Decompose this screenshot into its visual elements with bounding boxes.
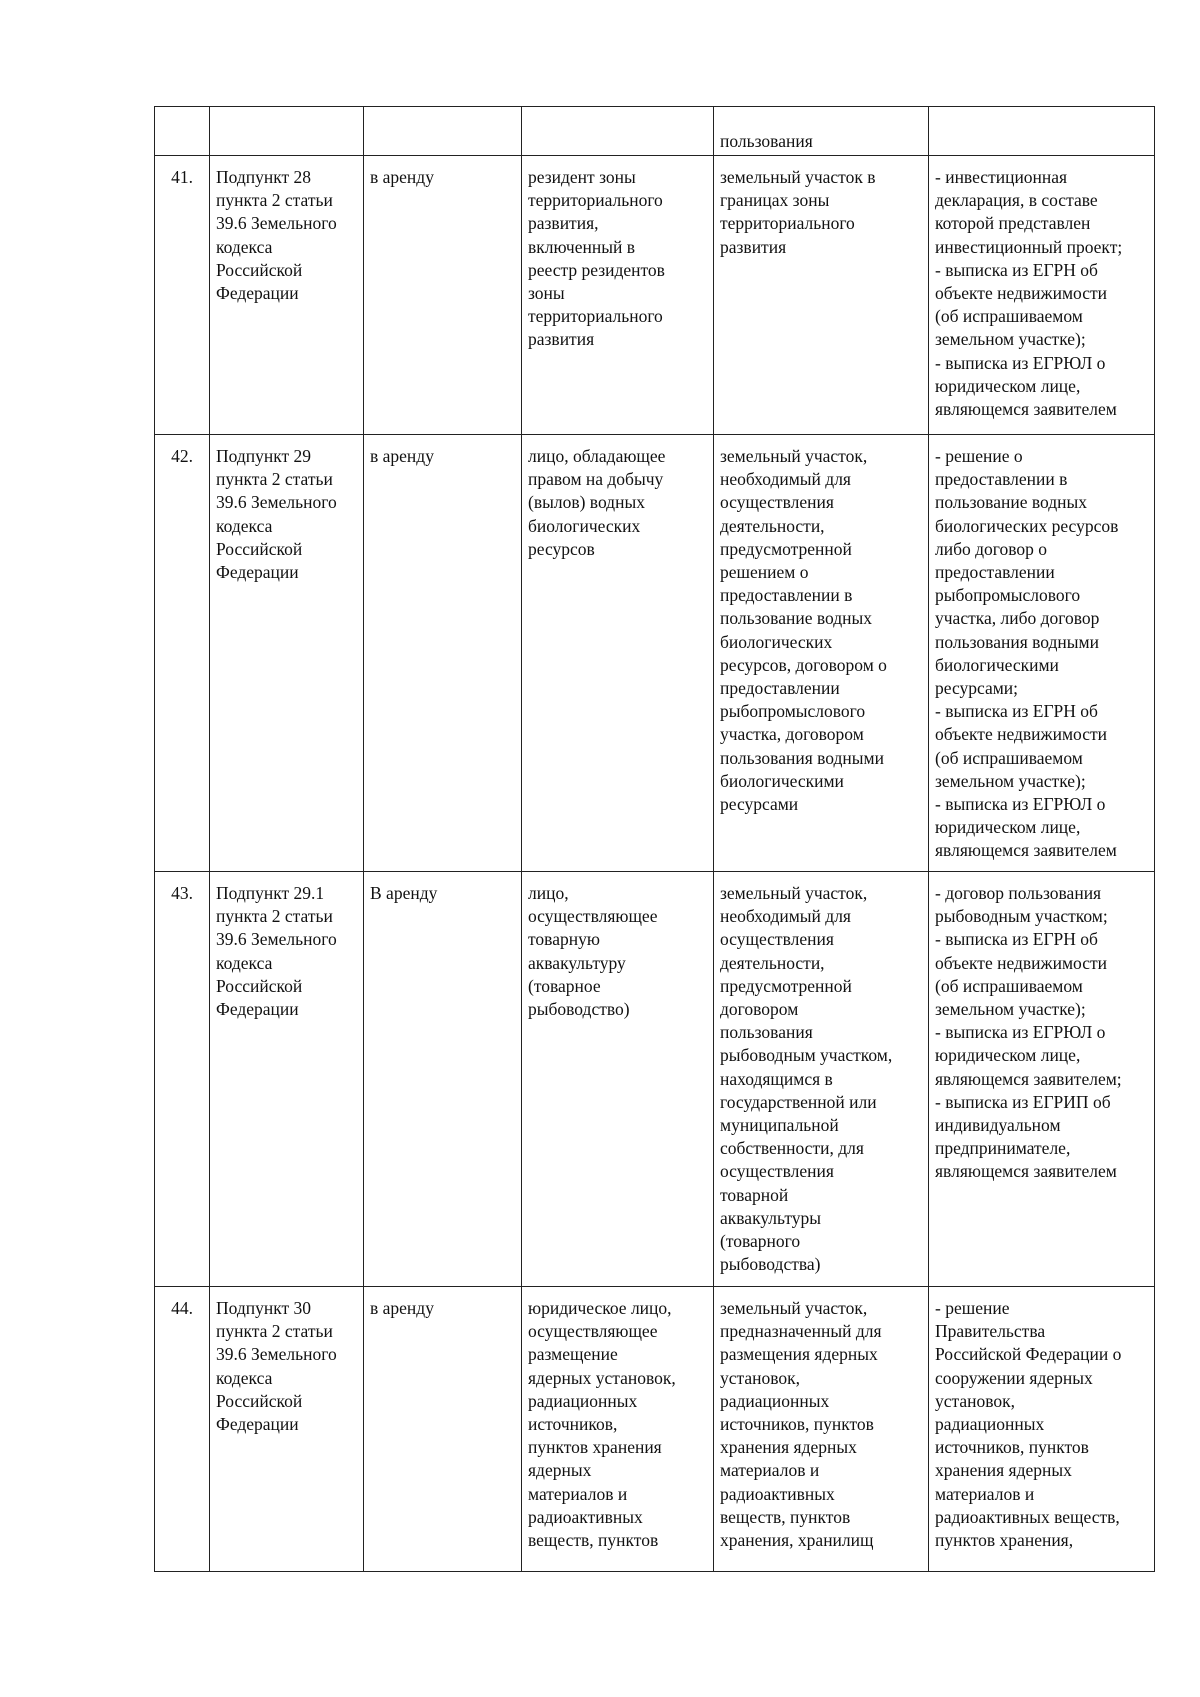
cell-documents bbox=[929, 435, 1155, 872]
cell-documents bbox=[929, 872, 1155, 1287]
cell-applicant bbox=[522, 872, 714, 1287]
basis-text: Подпункт 29.1 пункта 2 статьи 39.6 Земельного кодекса Российской Федерации bbox=[216, 883, 337, 1020]
basis-text: Подпункт 30 пункта 2 статьи 39.6 Земельного кодекса Российской Федерации bbox=[216, 1298, 337, 1435]
cell-basis bbox=[210, 156, 364, 435]
cell-applicant bbox=[522, 107, 714, 156]
cell-land-plot bbox=[714, 156, 929, 435]
table-row-continuation bbox=[155, 107, 1155, 156]
cell-basis bbox=[210, 107, 364, 156]
continuation-text: пользования bbox=[720, 130, 813, 151]
right-type-text: в аренду bbox=[370, 446, 434, 466]
cell-basis bbox=[210, 435, 364, 872]
documents-text: - решение о предоставлении в пользование водных биологических ресурсов либо договор о предоставлении рыбопромыслового участка, либо договор пользования водными биологическими ресурсами; - выписка из ЕГРН об объекте недвижимости (об испрашиваемом земельном участке); - выписка из ЕГРЮЛ о юридическом лице, являющемся заявителем bbox=[935, 446, 1119, 861]
land-plot-text: земельный участок, необходимый для осуществления деятельности, предусмотренной решением о предоставлении в пользование водных биологических ресурсов, договором о предоставлении рыбопромыслового участка, договором пользования водными биологическими ресурсами bbox=[720, 446, 887, 815]
cell-right-type bbox=[364, 435, 522, 872]
cell-num bbox=[155, 107, 210, 156]
table-row bbox=[155, 1287, 1155, 1572]
cell-documents bbox=[929, 107, 1155, 156]
applicant-text: лицо, осуществляющее товарную аквакультуру (товарное рыбоводство) bbox=[528, 883, 658, 1020]
land-plot-text: земельный участок, предназначенный для размещения ядерных установок, радиационных источников, пунктов хранения ядерных материалов и радиоактивных веществ, пунктов хранения, хранилищ bbox=[720, 1298, 882, 1551]
table-row bbox=[155, 435, 1155, 872]
cell-documents bbox=[929, 156, 1155, 435]
cell-right-type bbox=[364, 872, 522, 1287]
documents-text: - договор пользования рыбоводным участком; - выписка из ЕГРН об объекте недвижимости (об испрашиваемом земельном участке); - выписка из ЕГРЮЛ о юридическом лице, являющемся заявителем; - выписка из ЕГРИП об индивидуальном предпринимателе, являющемся заявителем bbox=[935, 883, 1122, 1182]
cell-documents bbox=[929, 1287, 1155, 1572]
cell-right-type bbox=[364, 107, 522, 156]
basis-text: Подпункт 28 пункта 2 статьи 39.6 Земельного кодекса Российской Федерации bbox=[216, 167, 337, 304]
row-number-text: 42. bbox=[171, 446, 193, 466]
applicant-text: лицо, обладающее правом на добычу (вылов) водных биологических ресурсов bbox=[528, 446, 666, 559]
row-number-text: 43. bbox=[171, 883, 193, 903]
documents-text: - решение Правительства Российской Федерации о сооружении ядерных установок, радиационных источников, пунктов хранения ядерных материалов и радиоактивных веществ, пунктов хранения, bbox=[935, 1298, 1122, 1551]
cell-basis bbox=[210, 872, 364, 1287]
right-type-text: в аренду bbox=[370, 167, 434, 187]
table-row bbox=[155, 156, 1155, 435]
cell-basis bbox=[210, 1287, 364, 1572]
cell-applicant bbox=[522, 1287, 714, 1572]
cell-applicant bbox=[522, 156, 714, 435]
row-number bbox=[155, 156, 210, 435]
documents-text: - инвестиционная декларация, в составе которой представлен инвестиционный проект; - выписка из ЕГРН об объекте недвижимости (об испрашиваемом земельном участке); - выписка из ЕГРЮЛ о юридическом лице, являющемся заявителем bbox=[935, 167, 1123, 420]
land-plot-text: земельный участок в границах зоны территориального развития bbox=[720, 167, 876, 257]
row-number-text: 44. bbox=[171, 1298, 193, 1318]
table-row bbox=[155, 872, 1155, 1287]
cell-land-plot bbox=[714, 1287, 929, 1572]
row-number bbox=[155, 1287, 210, 1572]
cell-right-type bbox=[364, 1287, 522, 1572]
applicant-text: юридическое лицо, осуществляющее размещение ядерных установок, радиационных источников, пунктов хранения ядерных материалов и радиоактивных веществ, пунктов bbox=[528, 1298, 676, 1551]
land-plot-text: земельный участок, необходимый для осуществления деятельности, предусмотренной договором пользования рыбоводным участком, находящимся в государственной или муниципальной собственности, для осуществления товарной аквакультуры (товарного рыбоводства) bbox=[720, 883, 893, 1275]
cell-right-type bbox=[364, 156, 522, 435]
cell-applicant bbox=[522, 435, 714, 872]
cell-land-plot bbox=[714, 872, 929, 1287]
applicant-text: резидент зоны территориального развития, включенный в реестр резидентов зоны территориального развития bbox=[528, 167, 665, 350]
land-provision-table bbox=[154, 106, 1155, 1572]
right-type-text: в аренду bbox=[370, 1298, 434, 1318]
cell-land-plot bbox=[714, 107, 929, 156]
cell-land-plot bbox=[714, 435, 929, 872]
row-number-text: 41. bbox=[171, 167, 193, 187]
basis-text: Подпункт 29 пункта 2 статьи 39.6 Земельного кодекса Российской Федерации bbox=[216, 446, 337, 583]
right-type-text: В аренду bbox=[370, 883, 438, 903]
row-number bbox=[155, 872, 210, 1287]
row-number bbox=[155, 435, 210, 872]
